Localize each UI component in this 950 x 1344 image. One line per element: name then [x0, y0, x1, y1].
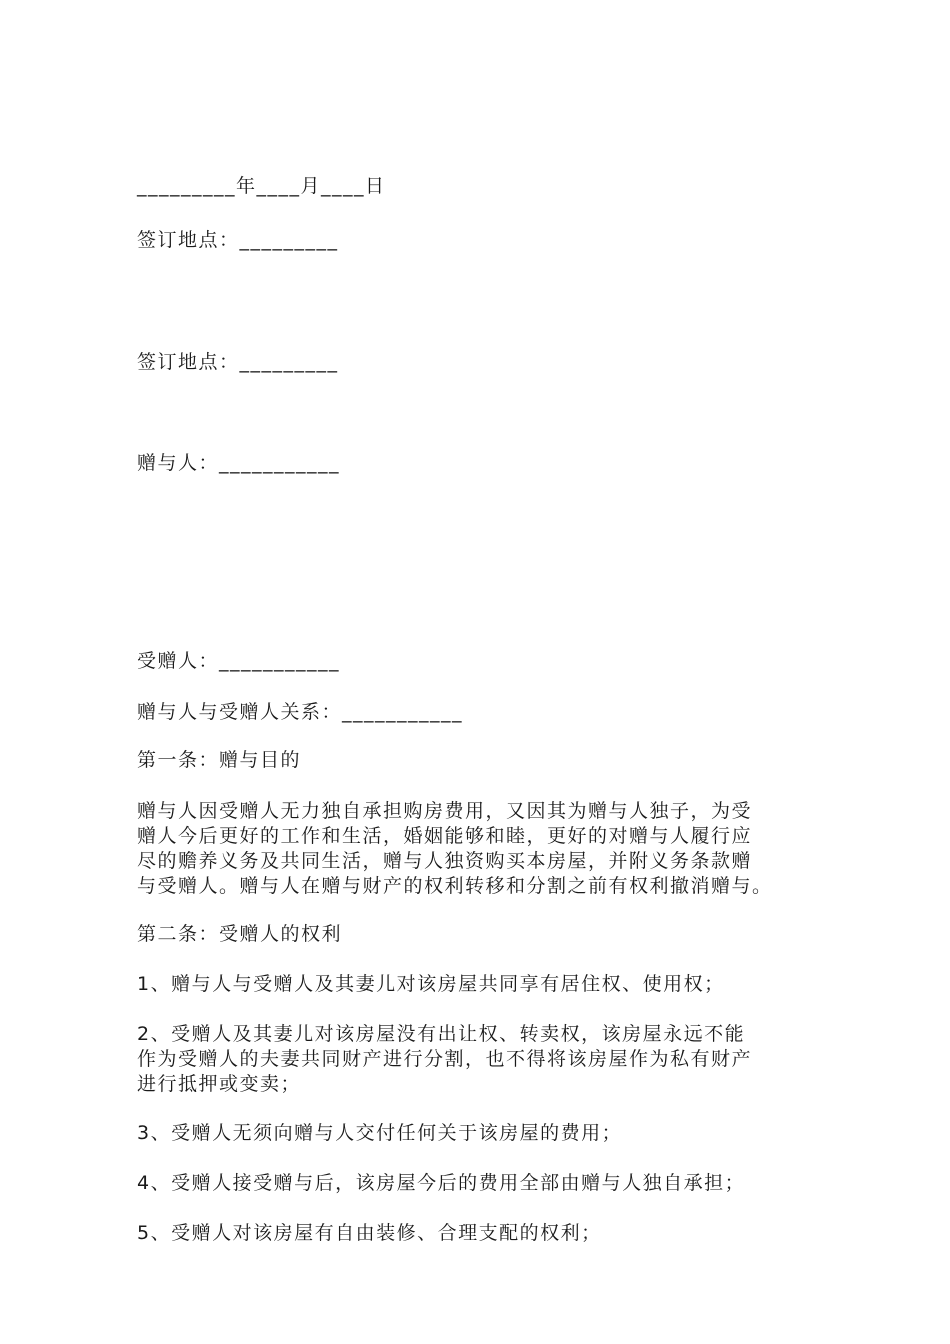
- signing-place-line: 签订地点：_________: [137, 229, 339, 251]
- signing-place-line-repeat: 签订地点：_________: [137, 351, 339, 373]
- article-1-body-line: 赠与人因受赠人无力独自承担购房费用，又因其为赠与人独子，为受: [137, 800, 753, 822]
- article-2-item-2-line: 作为受赠人的夫妻共同财产进行分割，也不得将该房屋作为私有财产: [137, 1048, 753, 1070]
- article-1-body-line: 赠人今后更好的工作和生活，婚姻能够和睦，更好的对赠与人履行应: [137, 825, 753, 847]
- article-2-item-2-line: 进行抵押或变卖；: [137, 1073, 302, 1095]
- article-2-item-1: 1、赠与人与受赠人及其妻儿对该房屋共同享有居住权、使用权；: [137, 973, 725, 995]
- date-line: _________年____月____日: [137, 175, 386, 197]
- article-2-item-2-line: 2、受赠人及其妻儿对该房屋没有出让权、转卖权，该房屋永远不能: [137, 1023, 746, 1045]
- article-2-item-3: 3、受赠人无须向赠与人交付任何关于该房屋的费用；: [137, 1122, 623, 1144]
- relationship-line: 赠与人与受赠人关系：___________: [137, 701, 464, 723]
- donor-line: 赠与人：___________: [137, 452, 341, 474]
- donee-line: 受赠人：___________: [137, 650, 341, 672]
- article-2-item-5: 5、受赠人对该房屋有自由装修、合理支配的权利；: [137, 1222, 602, 1244]
- article-2-title: 第二条：受赠人的权利: [137, 923, 343, 945]
- article-1-body-line: 与受赠人。赠与人在赠与财产的权利转移和分割之前有权利撤消赠与。: [137, 875, 773, 897]
- article-2-item-2: [137, 1022, 821, 1097]
- article-2-item-4: 4、受赠人接受赠与后，该房屋今后的费用全部由赠与人独自承担；: [137, 1172, 746, 1194]
- article-1-title: 第一条：赠与目的: [137, 749, 302, 771]
- article-1-body-line: 尽的赡养义务及共同生活，赠与人独资购买本房屋，并附义务条款赠: [137, 850, 753, 872]
- article-1-body: [137, 799, 821, 899]
